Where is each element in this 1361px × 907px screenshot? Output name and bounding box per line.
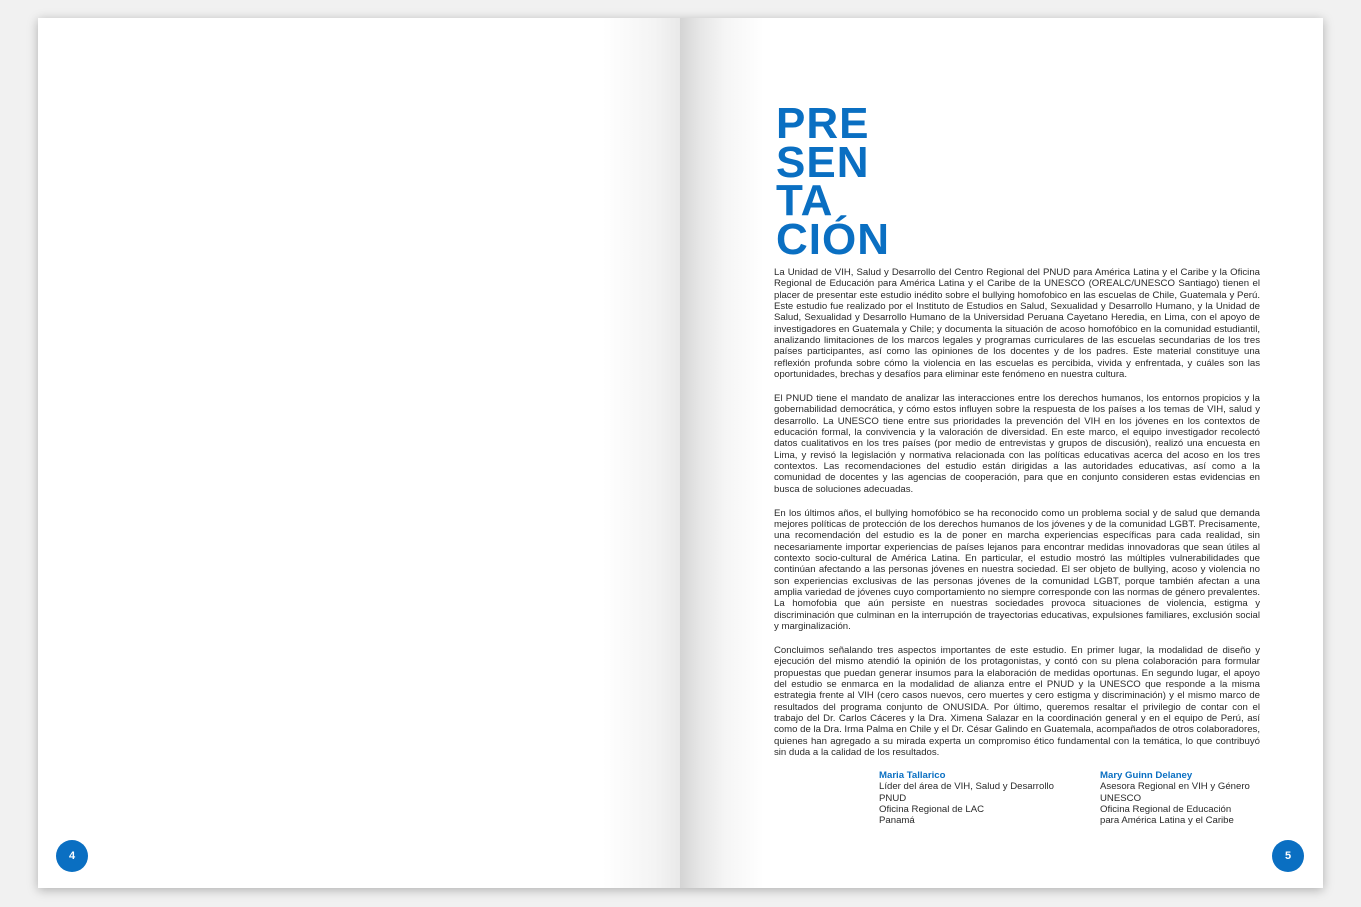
right-page bbox=[680, 18, 1323, 888]
title-line: TA bbox=[776, 176, 834, 225]
paragraph: Concluimos señalando tres aspectos importantes de este estudio. En primer lugar, la modalidad de diseño y ejecución del mismo atendió la opinión de los protagonistas, y contó con su plena colaboración para formular propuestas que puedan generar insumos para la elaboración de medidas oportunas. En segundo lugar, el apoyo del estudio se enmarca en la modalidad de alianza entre el PNUD y la UNESCO que responde a la misma estrategia frente al VIH (cero casos nuevos, cero muertes y cero estigma y discriminación) y el mismo marco de resultados del programa conjunto de ONUSIDA. Por último, queremos resaltar el privilegio de contar con el trabajo del Dr. Carlos Cáceres y la Dra. Ximena Salazar en la coordinación general y en el equipo de Perú, así como de la Dra. Irma Palma en Chile y el Dr. César Galindo en Guatemala, acompañados de otros colaboradores, quienes han agregado a su mirada experta un compromiso ético fundamental con la temática, lo que contribuyó sin duda a la calidad de los resultados. bbox=[774, 644, 1260, 758]
title-line: CIÓN bbox=[776, 214, 890, 264]
signature-line: Líder del área de VIH, Salud y Desarrollo bbox=[879, 781, 1054, 793]
title-line: PRE bbox=[776, 99, 870, 148]
signature-line: Panamá bbox=[879, 815, 915, 827]
signature-block bbox=[879, 770, 1054, 827]
signature-block bbox=[1100, 770, 1250, 827]
signature-name: Maria Tallarico bbox=[879, 770, 946, 781]
signature-line: PNUD bbox=[879, 792, 907, 804]
page-number-right: 5 bbox=[1272, 840, 1304, 872]
signature-line: Asesora Regional en VIH y Género bbox=[1100, 781, 1250, 793]
page-number-left: 4 bbox=[56, 840, 88, 872]
paragraph: En los últimos años, el bullying homofóbico se ha reconocido como un problema social y de salud que demanda mejores políticas de protección de los derechos humanos de los jóvenes y de la comunidad LGBT. Precisamente, una recomendación del estudio es la de poner en marcha experiencias específicas para cada realidad, sin necesariamente importar experiencias de países lejanos para encontrar medidas innovadoras que sean útiles al contexto socio-cultural de América Latina. En particular, el estudio mostró las múltiples vulnerabilidades que continúan afectando a las personas jóvenes en nuestra sociedad. El ser objeto de bullying, acoso y violencia no son experiencias exclusivas de las personas jóvenes de la comunidad LGBT, porque también afectan a una amplia variedad de jóvenes cuyo comportamiento no siempre corresponde con las normas de género prevalentes. La homofobia que aún persiste en nuestras sociedades provoca situaciones de violencia, estigma y discriminación que culminan en la interrupción de trayectorias educativas, expulsiones familiares, exclusión social y marginalización. bbox=[774, 507, 1260, 632]
left-page bbox=[38, 18, 680, 888]
signature-line: Oficina Regional de Educación bbox=[1100, 804, 1232, 816]
page-title bbox=[776, 99, 890, 264]
signature-name: Mary Guinn Delaney bbox=[1100, 770, 1193, 781]
signature-line: para América Latina y el Caribe bbox=[1100, 815, 1234, 827]
body-text bbox=[774, 267, 1260, 771]
paragraph: El PNUD tiene el mandato de analizar las interacciones entre los derechos humanos, los entornos propicios y la gobernabilidad democrática, y cómo estos influyen sobre la respuesta de los países a los temas de VIH, salud y desarrollo. La UNESCO tiene entre sus prioridades la prevención del VIH en los jóvenes en los contextos de educación formal, la convivencia y la valoración de diversidad. En este marco, el equipo investigador recolectó datos cualitativos en los tres países (por medio de entrevistas y grupos de discusión), realizó una encuesta en Lima, y revisó la legislación y normativa relacionada con las políticas educativas acerca del acoso en los tres contextos. Las recomendaciones del estudio están dirigidas a las autoridades educativas, así como a la comunidad de docentes y las agencias de cooperación, para que en conjunto consideren estas evidencias en busca de soluciones adecuadas. bbox=[774, 392, 1260, 495]
book-spread bbox=[38, 18, 1323, 888]
paragraph: La Unidad de VIH, Salud y Desarrollo del Centro Regional del PNUD para América Latina y el Caribe y la Oficina Regional de Educación para América Latina y el Caribe de la UNESCO (OREALC/UNESCO Santiago) tienen el placer de presentar este estudio inédito sobre el bullying homofobico en las escuelas de Chile, Guatemala y Perú. Este estudio fue realizado por el Instituto de Estudios en Salud, Sexualidad y Desarrollo Humano, y la Unidad de Salud, Sexualidad y Desarrollo Humano de la Universidad Peruana Cayetano Heredia, en Lima, con el apoyo de investigadores en Guatemala y Chile; y documenta la situación de acoso homofóbico en la comunidad estudiantil, analizando limitaciones de los marcos legales y programas curriculares de las escuelas secundarias de los tres países participantes, así como las opiniones de los docentes y de los padres. Este material constituye una reflexión profunda sobre cómo la violencia en las escuelas es percibida, vivida y enfrentada, y cuáles son las oportunidades, brechas y desafíos para eliminar este fenómeno en nuestra cultura. bbox=[774, 267, 1260, 381]
title-line: SEN bbox=[776, 137, 870, 187]
signature-line: UNESCO bbox=[1100, 792, 1142, 804]
signature-line: Oficina Regional de LAC bbox=[879, 804, 985, 816]
